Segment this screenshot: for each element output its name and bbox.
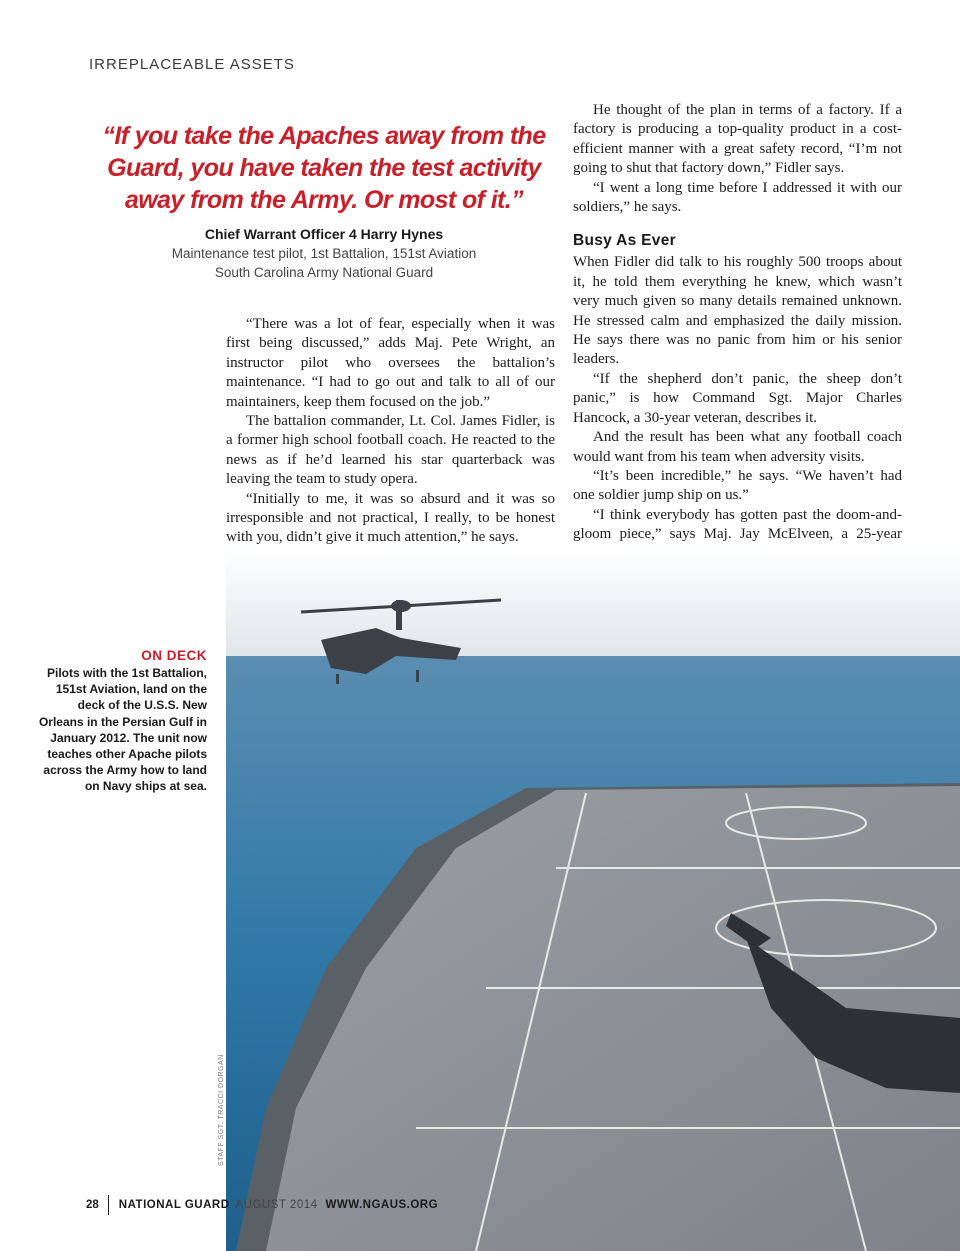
- photo-apache-landing-on-ship: [226, 548, 960, 1251]
- paragraph: He thought of the plan in terms of a factory. If a factory is producing a top-quality product in a cost-efficient manner with a great safety record, “I’m not going to shut that factory down,” Fidler says.: [573, 102, 902, 177]
- magazine-name: NATIONAL GUARD: [118, 1199, 230, 1211]
- website-link[interactable]: WWW.NGAUS.ORG: [325, 1199, 439, 1211]
- pull-quote-attribution-title: Maintenance test pilot, 1st Battalion, 151st Aviation: [171, 246, 477, 261]
- section-label: IRREPLACEABLE ASSETS: [89, 56, 295, 73]
- page-number: 28: [86, 1199, 99, 1211]
- paragraph: “It’s been incredible,” he says. “We haven’t had one soldier jump ship on us.”: [573, 467, 902, 504]
- photo-credit: STAFF SGT. TRACCI DORGAN: [218, 1054, 225, 1166]
- caption-heading: ON DECK: [141, 648, 207, 663]
- paragraph: “If the shepherd don’t panic, the sheep don’t panic,” is how Command Sgt. Major Charles Hancock, a 30-year veteran, describes it.: [573, 370, 902, 426]
- issue-date: AUGUST 2014: [235, 1199, 318, 1211]
- subhead: Busy As Ever: [573, 232, 676, 250]
- paragraph: And the result has been what any football coach would want from his team when adversity visits.: [573, 429, 902, 465]
- photo-caption: [38, 648, 207, 795]
- paragraph: “Initially to me, it was so absurd and it was so irresponsible and not practical, I really, to be honest with you, didn’t give it much attention,” he says.: [226, 490, 555, 546]
- paragraph: The battalion commander, Lt. Col. James Fidler, is a former high school football coach. He reacted to the news as if he’d learned his star quarterback was leaving the team to study opera.: [226, 413, 555, 488]
- footer-divider: [108, 1195, 109, 1215]
- caption-body: Pilots with the 1st Battalion, 151st Aviation, land on the deck of the U.S.S. New Orleans in the Persian Gulf in January 2012. The unit now teaches other Apache pilots across the Army how to land on Navy ships at sea.: [38, 666, 207, 794]
- paragraph: “There was a lot of fear, especially when it was first being discussed,” adds Maj. Pete Wright, an instructor pilot who oversees the battalion’s maintenance. “I had to go out and talk to all of our maintainers, keep them focused on the job.”: [226, 316, 555, 410]
- paragraph: When Fidler did talk to his roughly 500 troops about it, he told them everything he knew, which wasn’t very much given so many details remained unknown. He stressed calm and emphasized the daily mission. He says there was no panic from him or his senior leaders.: [573, 254, 902, 368]
- left-column: [226, 315, 555, 548]
- pull-quote-attribution-org: South Carolina Army National Guard: [214, 265, 434, 280]
- pull-quote: “If you take the Apaches away from the Guard, you have taken the test activity away from the Army. Or most of it.”: [102, 122, 546, 214]
- page-footer: [86, 1195, 438, 1215]
- paragraph: “I went a long time before I addressed it with our soldiers,” he says.: [573, 179, 902, 216]
- pull-quote-attribution-name: Chief Warrant Officer 4 Harry Hynes: [204, 226, 444, 242]
- paragraph: “I think everybody has gotten past the doom-and-gloom piece,” says Maj. Jay McElveen, a 25-year: [573, 506, 902, 543]
- right-column: [573, 101, 902, 603]
